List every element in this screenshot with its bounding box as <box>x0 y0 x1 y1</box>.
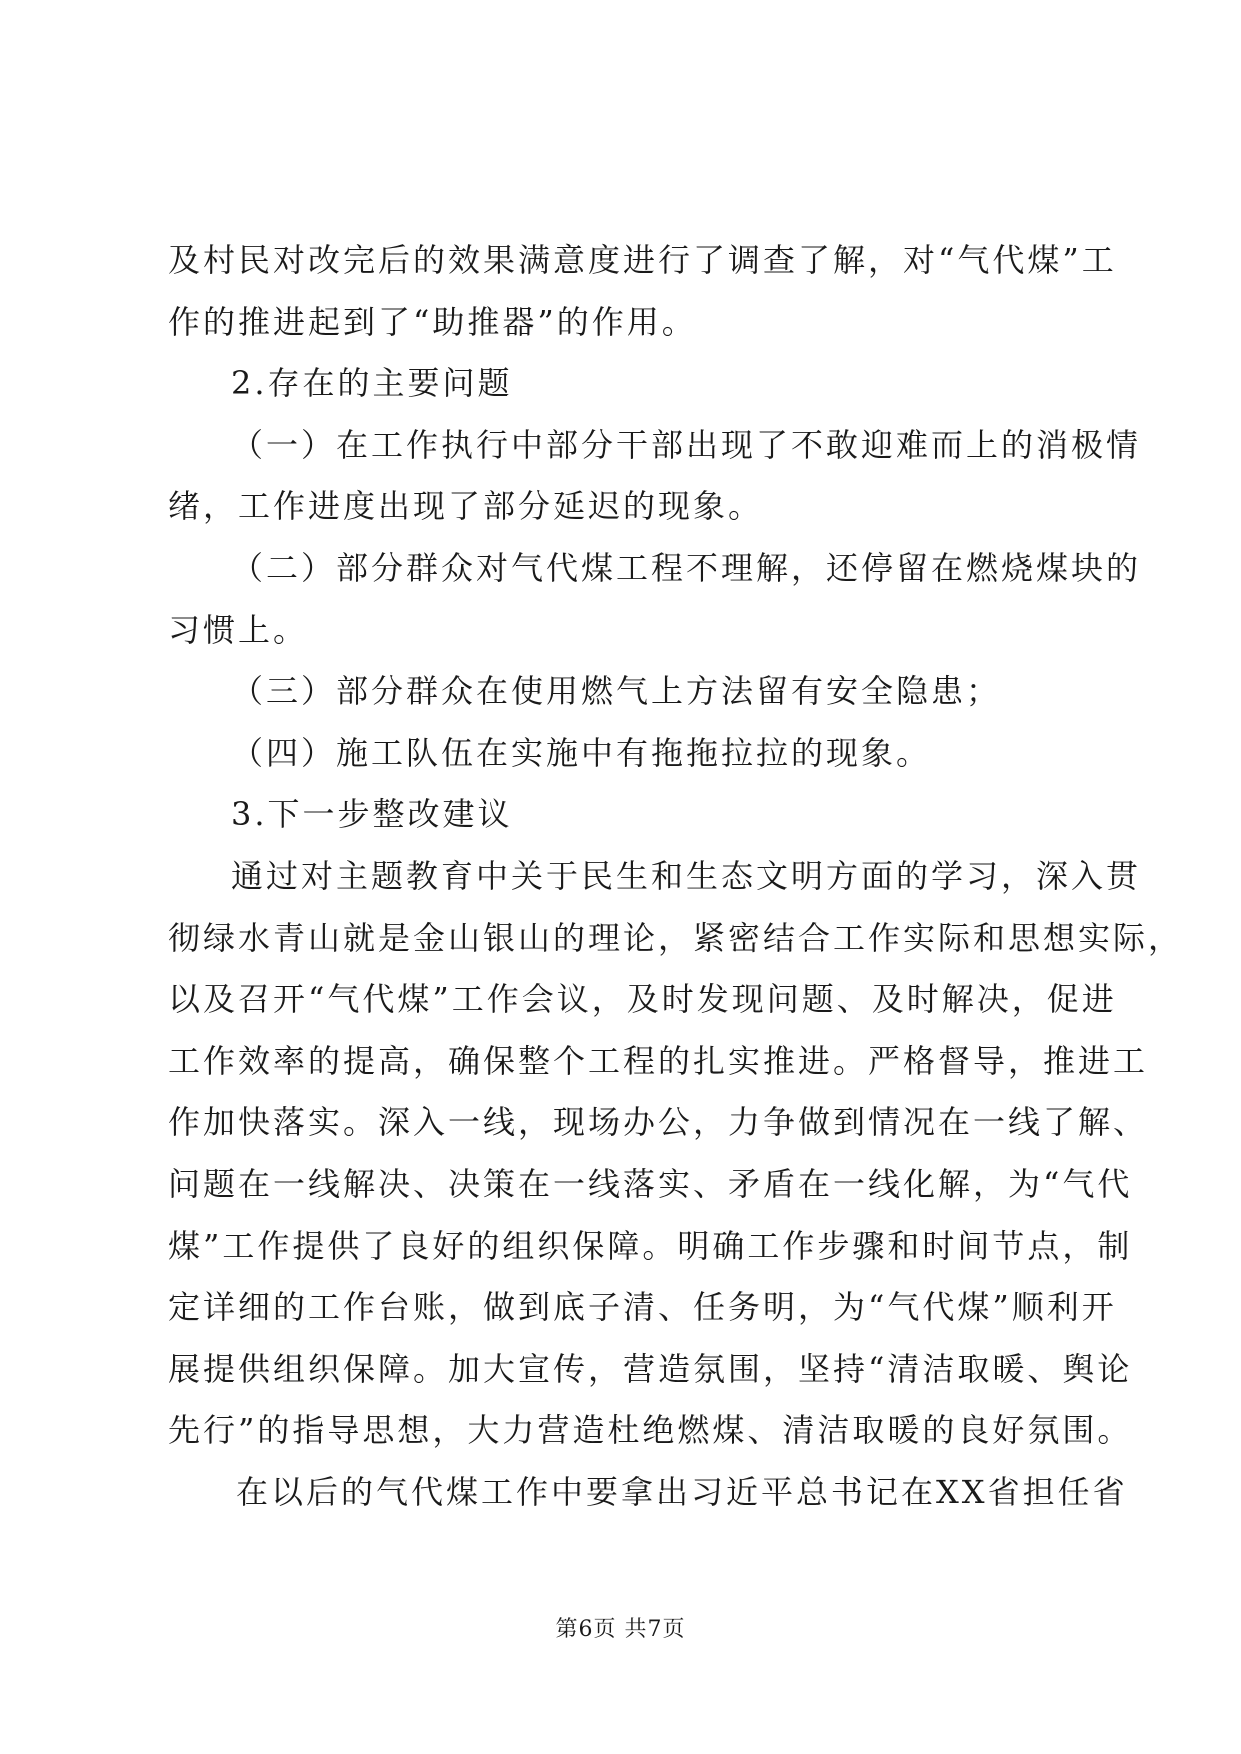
text-line: 以及召开“气代煤”工作会议，及时发现问题、及时解决，促进 <box>168 980 1117 1019</box>
text-line: 及村民对改完后的效果满意度进行了调查了解，对“气代煤”工 <box>168 241 1117 279</box>
text-line: 习惯上。 <box>168 610 309 649</box>
text-line: 彻绿水青山就是金山银山的理论，紧密结合工作实际和思想实际， <box>168 918 1184 957</box>
text-line: （一）在工作执行中部分干部出现了不敢迎难而上的消极情 <box>231 425 1142 464</box>
text-line: 先行”的指导思想，大力营造杜绝燃煤、清洁取暖的良好氛围。 <box>168 1411 1133 1450</box>
text-line: （四）施工队伍在实施中有拖拖拉拉的现象。 <box>231 733 932 772</box>
text-line: 通过对主题教育中关于民生和生态文明方面的学习，深入贯 <box>231 856 1142 895</box>
text-line: 工作效率的提高，确保整个工程的扎实推进。严格督导，推进工 <box>168 1041 1149 1080</box>
text-line: 作加快落实。深入一线，现场办公，力争做到情况在一线了解、 <box>168 1103 1149 1142</box>
text-line: 问题在一线解决、决策在一线落实、矛盾在一线化解，为“气代 <box>168 1164 1133 1203</box>
text-line: （二）部分群众对气代煤工程不理解，还停留在燃烧煤块的 <box>231 548 1142 587</box>
text-line: 在以后的气代煤工作中要拿出习近平总书记在XX省担任省 <box>236 1472 1128 1511</box>
text-line: 煤”工作提供了良好的组织保障。明确工作步骤和时间节点，制 <box>168 1226 1133 1265</box>
text-line: 绪，工作进度出现了部分延迟的现象。 <box>168 487 764 526</box>
section-heading: 2.存在的主要问题 <box>231 364 513 403</box>
text-line: （三）部分群众在使用燃气上方法留有安全隐患； <box>231 672 1002 711</box>
document-body <box>168 230 1184 1523</box>
text-line: 展提供组织保障。加大宣传，营造氛围，坚持“清洁取暖、舆论 <box>168 1349 1133 1388</box>
text-line: 作的推进起到了“助推器”的作用。 <box>168 302 697 341</box>
text-line: 定详细的工作台账，做到底子清、任务明，为“气代煤”顺利开 <box>168 1288 1117 1327</box>
page-footer: 第6页 共7页 <box>555 1617 686 1642</box>
section-heading: 3.下一步整改建议 <box>231 795 513 834</box>
